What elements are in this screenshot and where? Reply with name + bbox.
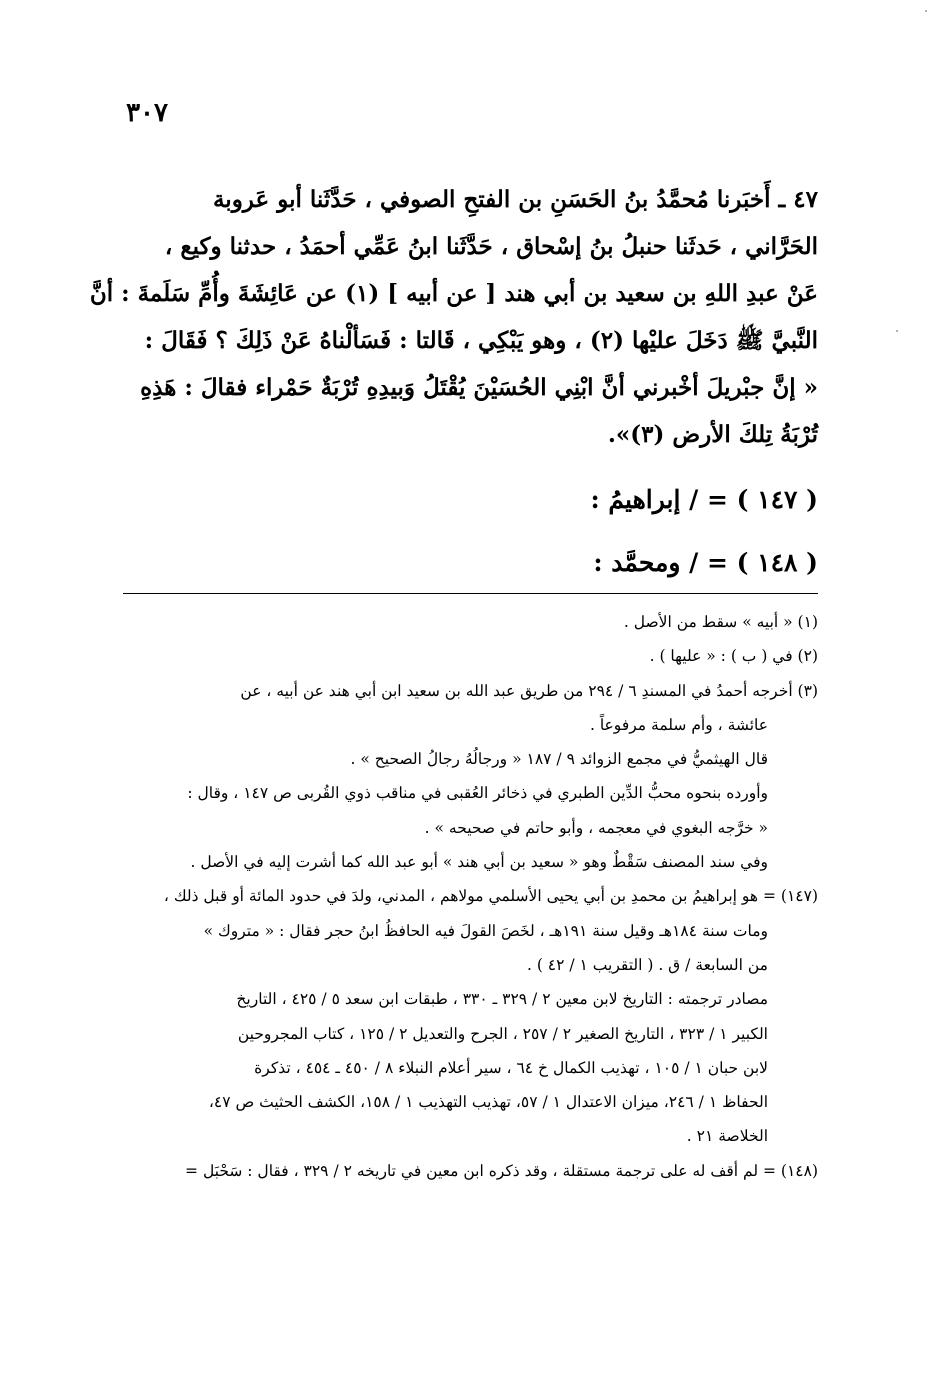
footnote-line: الكبير ١ / ٣٢٣ ، التاريخ الصغير ٢ / ٢٥٧ ، الجرح والتعديل ٢ / ١٢٥ ، كتاب المجروحين [237,1024,768,1043]
footnote-line: (٣) أخرجه أحمدُ في المسندِ ٦ / ٢٩٤ من طريق عبد الله بن سعيد ابن أبي هند عن أبيه ، عن [240,681,818,700]
scan-speck [896,330,898,332]
hadith-line: الحَرَّاني ، حَدثَنا حنبلُ بنُ إسْحاق ، حَدَّثَنا ابنُ عَمِّي أحمَدُ ، حدثنا وكيع ، [164,233,818,260]
scan-speck [925,10,927,12]
footnote-line: عائشة ، وأم سلمة مرفوعاً . [589,715,768,734]
footnote-line: مصادر ترجمته : التاريخ لابن معين ٢ / ٣٢٩ ـ ٣٣٠ ، طبقات ابن سعد ٥ / ٤٢٥ ، التاريخ [236,990,768,1009]
narrator-heading-147: ( ١٤٧ ) = / إبراهيمُ : [590,485,818,514]
footnote-line: الخلاصة ٢١ . [686,1127,768,1146]
hadith-text [89,176,818,458]
hadith-line: « إنَّ جبْريلَ أخْبرني أنَّ ابْنِي الحُسَيْنَ يُقْتَلُ وَبيدِهِ تُرْبَةٌ حَمْراء فقالَ : هَذِهِ [140,374,818,401]
footnote-line: (١) « أبيه » سقط من الأصل . [623,613,818,631]
footnote-line: لابن حبان ١ / ١٠٥ ، تهذيب الكمال خ ٦٤ ، سير أعلام النبلاء ٨ / ٤٥٠ ـ ٤٥٤ ، تذكرة [254,1058,768,1077]
footnote-line: الحفاظ ١ / ٢٤٦، ميزان الاعتدال ١ / ٥٧، تهذيب التهذيب ١ / ١٥٨، الكشف الحثيث ص ٤٧، [208,1093,768,1112]
footnote-line: (٢) في ( ب ) : « عليها ) . [649,647,818,666]
page-number: ٣٠٧ [126,98,168,128]
footnote-divider [123,593,818,594]
footnote-line: وفي سند المصنف سَقْطٌ وهو « سعيد بن أبي هند » أبو عبد الله كما أشرت إليه في الأصل . [190,853,768,872]
footnote-line: « خرَّجه البغوي في معجمه ، وأبو حاتم في صحيحه » . [424,818,768,837]
hadith-line: النَّبيَّ ﷺ دَخَلَ عليْها (٢) ، وهو يَبْكِي ، قَالتا : فَسَألْناهُ عَنْ ذَلِكَ ؟ فَقَالَ : [144,327,818,354]
narrator-heading-148: ( ١٤٨ ) = / ومحمَّد : [593,548,818,577]
footnote-line: من السابعة / ق . ( التقريب ١ / ٤٢ ) . [526,955,768,974]
hadith-line: ٤٧ ـ أَخبَرنا مُحمَّدُ بنُ الحَسَنِ بن الفتحِ الصوفي ، حَدَّثَنا أبو عَروبة [212,186,818,213]
footnotes [118,605,818,1188]
footnote-line: ومات سنة ١٨٤هـ وقيل سنة ١٩١هـ ، لخَصَ القولَ فيه الحافظُ ابنُ حجر فقال : « متروك » [203,921,768,940]
footnote-line: (١٤٧) = هو إبراهيمُ بن محمدِ بن أبي يحيى الأسلمي مولاهم ، المدني، ولدَ في حدود المائة أو قبل ذلك ، [163,887,818,906]
footnote-line: وأورده بنحوه محبُّ الدِّين الطبري في ذخائر العُقبى في مناقب ذوي القُربى ص ١٤٧ ، وقال : [187,784,768,803]
hadith-line: عَنْ عبدِ اللهِ بن سعيد بن أبي هند [ عن أبيه ] (١) عن عَائِشَةَ وأُمِّ سَلَمةَ : أنَّ [89,280,818,307]
footnote-line: (١٤٨) = لم أقف له على ترجمة مستقلة ، وقد ذكره ابن معين في تاريخه ٢ / ٣٢٩ ، فقال : سَحْبَل = [185,1161,818,1180]
footnote-line: قال الهيثميُّ في مجمع الزوائد ٩ / ١٨٧ « ورجالُهُ رجالُ الصحيح » . [350,750,768,769]
hadith-line: تُرْبَةُ تِلكَ الأرض (٣)». [607,421,818,448]
